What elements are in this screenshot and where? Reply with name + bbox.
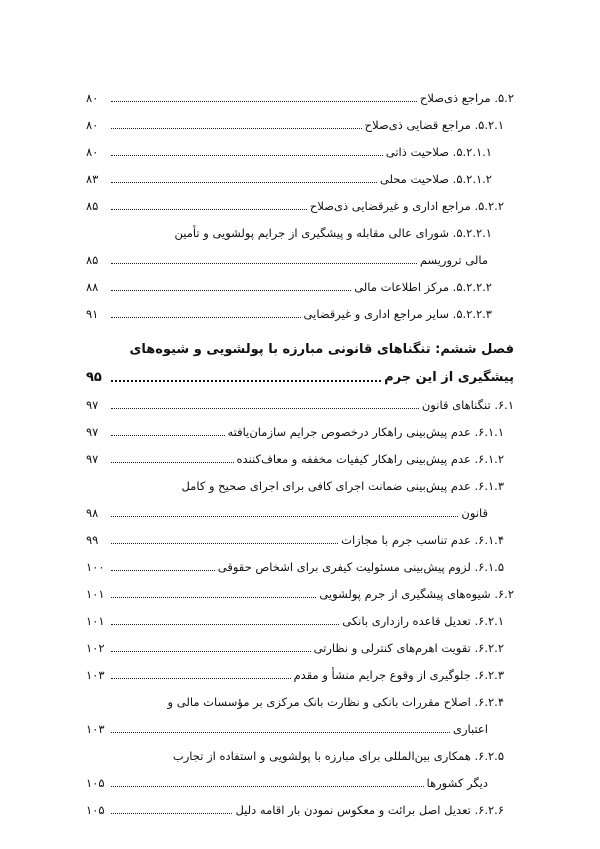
dot-leader: [111, 181, 377, 183]
toc-label: ۵.۲.۱. مراجع قضایی ذی‌صلاح: [364, 118, 504, 132]
page-number: ۹۹: [86, 533, 99, 547]
toc-entry-6-1-3-line2[interactable]: [86, 493, 514, 520]
toc-label: ۵.۲.۲. مراجع اداری و غیرقضایی ذی‌صلاح: [309, 199, 504, 213]
dot-leader: [111, 289, 351, 291]
page-number: ۸۰: [86, 145, 99, 159]
toc-label: ۶.۲.۲. تقویت اهرم‌های کنترلی و نظارتی: [313, 641, 504, 655]
dot-leader: [111, 515, 458, 517]
toc-entry-6-2-5-line2[interactable]: [86, 763, 514, 790]
toc-entry-6-1-2[interactable]: [86, 439, 514, 466]
toc-label: ۵.۲.۱.۱. صلاحیت ذاتی: [385, 145, 492, 159]
page-number: ۹۸: [86, 506, 99, 520]
toc-entry-6-2-2[interactable]: [86, 628, 514, 655]
page-number: ۱۰۲: [86, 641, 105, 655]
toc-label: عدم پیش‌بینی ضمانت اجرای کافی برای اجرای صحیح و کامل: [181, 479, 471, 493]
toc-label: ۶.۱.۵. لزوم پیش‌بینی مسئولیت کیفری برای اشخاص حقوقی: [217, 560, 504, 574]
page-number: ۹۷: [86, 452, 99, 466]
page-number: ۹۷: [86, 425, 99, 439]
page-number: ۸۵: [86, 199, 99, 213]
page-number: ۹۵: [86, 370, 102, 385]
toc-label: ۶.۲.۳. جلوگیری از وقوع جرایم منشأ و مقدم: [293, 668, 504, 682]
page-number: ۹۷: [86, 398, 99, 412]
toc-entry-5-2-1-1[interactable]: [86, 132, 514, 159]
dot-leader: [111, 154, 383, 156]
dot-leader: [111, 731, 450, 733]
toc-entry-6-1[interactable]: [86, 385, 514, 412]
toc-entry-6-2-3[interactable]: [86, 655, 514, 682]
page-number: ۸۰: [86, 91, 99, 105]
dot-leader: [111, 380, 381, 382]
dot-leader: [111, 316, 301, 318]
page-number: ۱۰۳: [86, 722, 105, 736]
toc-label: دیگر کشورها: [426, 776, 488, 790]
toc-entry-6-1-3-line1[interactable]: [86, 466, 514, 493]
dot-leader: [111, 461, 234, 463]
toc-entry-5-2-2-3[interactable]: [86, 294, 514, 321]
toc-label: ۶.۲.۱. تعدیل قاعده رازداری بانکی: [342, 614, 504, 628]
page-number: ۱۰۵: [86, 803, 105, 817]
toc-entry-5-2-2-1-line1[interactable]: [86, 213, 514, 240]
toc-label: همکاری بین‌المللی برای مبارزه با پولشویی و استفاده از تجارب: [172, 749, 471, 763]
page-number: ۸۳: [86, 172, 99, 186]
toc-entry-6-2-1[interactable]: [86, 601, 514, 628]
toc-label: ۵.۲.۲.۳. سایر مراجع اداری و غیرقضایی: [303, 307, 492, 321]
toc-label: قانون: [461, 506, 488, 520]
dot-leader: [111, 650, 311, 652]
toc-entry-5-2-1[interactable]: [86, 105, 514, 132]
toc-number: ۶.۲.۴.: [474, 695, 504, 709]
toc-label: ۵.۲.۱.۲. صلاحیت محلی: [379, 172, 492, 186]
toc-entry-6-1-4[interactable]: [86, 520, 514, 547]
page-number: ۱۰۱: [86, 614, 105, 628]
toc-label: ۶.۱.۴. عدم تناسب جرم با مجازات: [341, 533, 504, 547]
dot-leader: [111, 127, 362, 129]
toc-number: ۶.۱.۳.: [474, 479, 504, 493]
toc-entry-5-2-2-1-line2[interactable]: [86, 240, 514, 267]
chapter-title-line2[interactable]: [86, 357, 514, 385]
toc-label: ۶.۱.۱. عدم پیش‌بینی راهکار درخصوص جرایم سازمان‌یافته: [227, 425, 504, 439]
dot-leader: [111, 542, 338, 544]
page-number: ۸۰: [86, 118, 99, 132]
page-number: ۹۱: [86, 307, 99, 321]
toc-label: ۶.۲.۶. تعدیل اصل برائت و معکوس نمودن بار اقامه دلیل: [235, 803, 504, 817]
chapter-title-line1[interactable]: فصل ششم: تنگناهای قانونی مبارزه با پولشویی و شیوه‌های: [129, 342, 514, 357]
toc-entry-6-2-4-line1[interactable]: [86, 682, 514, 709]
dot-leader: [111, 569, 215, 571]
dot-leader: [111, 407, 419, 409]
toc-label: ۵.۲.۲.۲. مرکز اطلاعات مالی: [354, 280, 492, 294]
dot-leader: [111, 208, 307, 210]
page-number: ۱۰۱: [86, 587, 105, 601]
page-number: ۱۰۳: [86, 668, 105, 682]
toc-entry-6-2[interactable]: [86, 574, 514, 601]
toc-label: ۵.۲. مراجع ذی‌صلاح: [419, 91, 514, 105]
dot-leader: [111, 262, 417, 264]
page-number: ۱۰۰: [86, 560, 105, 574]
toc-label: ۶.۱.۲. عدم پیش‌بینی راهکار کیفیات مخففه و معاف‌کننده: [236, 452, 504, 466]
toc-entry-5-2[interactable]: [86, 78, 514, 105]
toc-label: مالی تروریسم: [419, 253, 488, 267]
dot-leader: [111, 596, 316, 598]
toc-number: ۶.۲.۵.: [474, 749, 504, 763]
toc-entry-6-2-6[interactable]: [86, 790, 514, 817]
chapter-title-label: پیشگیری از این جرم: [384, 370, 514, 385]
toc-entry-5-2-2-2[interactable]: [86, 267, 514, 294]
toc-entry-5-2-1-2[interactable]: [86, 159, 514, 186]
toc-entry-6-1-1[interactable]: [86, 412, 514, 439]
toc-label: ۶.۱. تنگناهای قانون: [421, 398, 514, 412]
toc-entry-6-2-5-line1[interactable]: [86, 736, 514, 763]
toc-entry-5-2-2[interactable]: [86, 186, 514, 213]
toc-number: ۵.۲.۲.۱.: [452, 226, 492, 240]
page-number: ۱۰۵: [86, 776, 105, 790]
page-number: ۸۸: [86, 280, 99, 294]
page-number: ۸۵: [86, 253, 99, 267]
toc-label: اعتباری: [452, 722, 488, 736]
dot-leader: [111, 623, 339, 625]
toc-label: شورای عالی مقابله و پیشگیری از جرایم پولشویی و تأمین: [174, 226, 449, 240]
dot-leader: [111, 434, 225, 436]
toc-entry-6-1-5[interactable]: [86, 547, 514, 574]
dot-leader: [111, 812, 232, 814]
toc-label: ۶.۲. شیوه‌های پیشگیری از جرم پولشویی: [319, 587, 514, 601]
dot-leader: [111, 785, 424, 787]
toc-entry-6-2-4-line2[interactable]: [86, 709, 514, 736]
table-of-contents: [86, 78, 514, 817]
toc-label: اصلاح مقررات بانکی و نظارت بانک مرکزی بر مؤسسات مالی و: [167, 695, 471, 709]
dot-leader: [111, 677, 291, 679]
dot-leader: [111, 100, 417, 102]
